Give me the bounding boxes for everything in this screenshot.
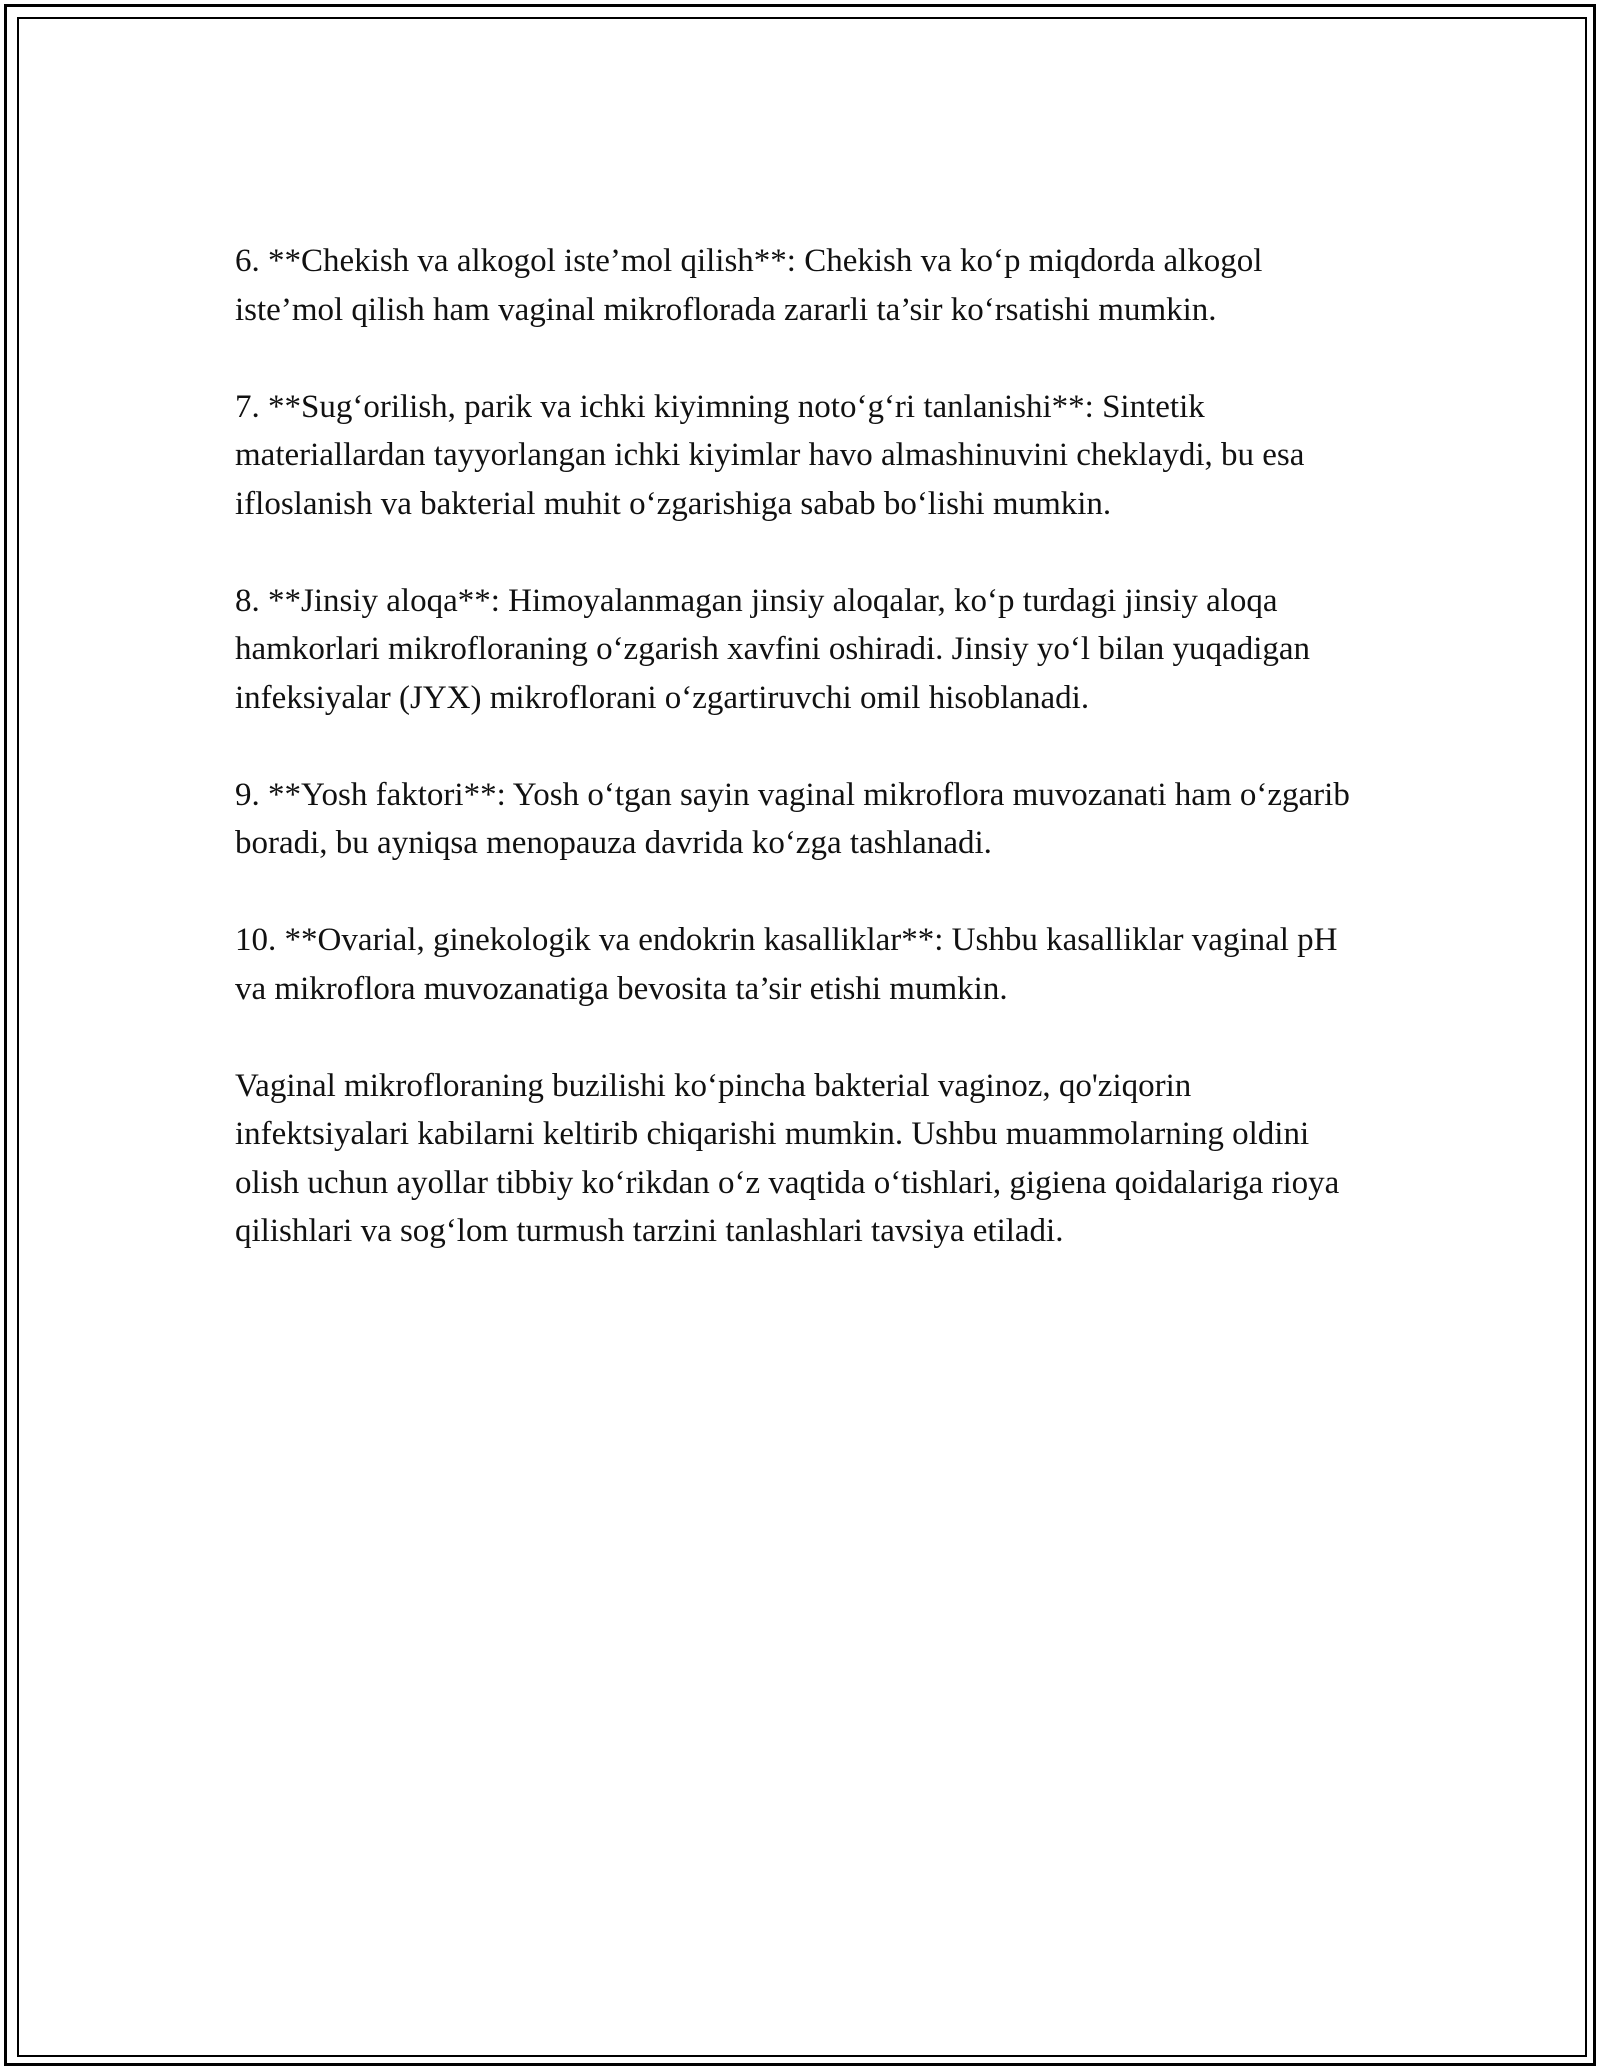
document-body: [235, 237, 1370, 1256]
paragraph-item-9: 9. **Yosh faktori**: Yosh o‘tgan sayin vaginal mikroflora muvozanati ham o‘zgarib boradi, bu ayniqsa menopauza davrida ko‘zga tashlanadi.: [235, 776, 1350, 861]
paragraph-conclusion: Vaginal mikrofloraning buzilishi ko‘pincha bakterial vaginoz, qo'ziqorin infektsiyalari kabilarni keltirib chiqarishi mumkin. Ushbu muammolarning oldini olish uchun ayollar tibbiy ko‘rikdan o‘z vaqtida o‘tishlari, gigiena qoidalariga rioya qilishlari va sog‘lom turmush tarzini tanlashlari tavsiya etiladi.: [235, 1067, 1340, 1249]
paragraph-item-7: 7. **Sug‘orilish, parik va ichki kiyimning noto‘g‘ri tanlanishi**: Sintetik materiallardan tayyorlangan ichki kiyimlar havo almashinuvini cheklaydi, bu esa ifloslanish va bakterial muhit o‘zgarishiga sabab bo‘lishi mumkin.: [235, 388, 1305, 522]
paragraph-item-8: 8. **Jinsiy aloqa**: Himoyalanmagan jinsiy aloqalar, ko‘p turdagi jinsiy aloqa hamkorlari mikrofloraning o‘zgarish xavfini oshiradi. Jinsiy yo‘l bilan yuqadigan infeksiyalar (JYX) mikroflorani o‘zgartiruvchi omil hisoblanadi.: [235, 582, 1311, 716]
paragraph-item-6: 6. **Chekish va alkogol iste’mol qilish**: Chekish va ko‘p miqdorda alkogol iste’mol qilish ham vaginal mikroflorada zararli ta’sir ko‘rsatishi mumkin.: [235, 243, 1263, 328]
paragraph-item-10: 10. **Ovarial, ginekologik va endokrin kasalliklar**: Ushbu kasalliklar vaginal pH va mikroflora muvozanatiga bevosita ta’sir etishi mumkin.: [235, 922, 1338, 1007]
